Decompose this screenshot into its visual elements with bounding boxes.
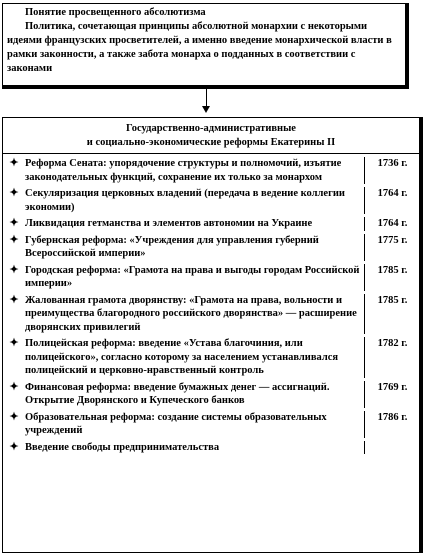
star-bullet-icon: ✦	[9, 293, 19, 306]
star-bullet-icon: ✦	[9, 337, 19, 349]
reform-year: 1769 г.	[364, 381, 420, 408]
reform-row	[3, 214, 419, 231]
reform-year: 1782 г.	[364, 337, 420, 378]
reform-year	[364, 441, 420, 455]
star-bullet-icon: ✦	[9, 380, 19, 393]
star-bullet-icon: ✦	[9, 217, 19, 229]
reforms-box	[2, 117, 423, 553]
reform-year: 1785 г.	[364, 264, 420, 291]
reform-year: 1785 г.	[364, 294, 420, 335]
reform-row	[3, 438, 419, 455]
reforms-list	[3, 154, 419, 454]
reform-row	[3, 334, 419, 378]
reform-row	[3, 408, 419, 438]
star-bullet-icon: ✦	[9, 440, 19, 453]
star-bullet-icon: ✦	[9, 410, 19, 423]
arrow-down-icon	[202, 106, 210, 113]
star-bullet-icon: ✦	[9, 233, 19, 246]
concept-box	[2, 3, 409, 89]
reform-text: Образовательная реформа: создание системы образовательных учреждений	[25, 411, 327, 436]
reforms-header	[3, 118, 419, 154]
reform-text: Введение свободы предпринимательства	[25, 441, 220, 453]
star-bullet-icon: ✦	[9, 157, 19, 169]
reform-text: Полицейская реформа: введение «Устава благочиния, или полицейского», согласно которому за населением устанавливался полицейский и церковно-нравственный контроль	[25, 338, 339, 376]
reform-row	[3, 378, 419, 408]
header-line-1: Государственно-административные	[126, 123, 296, 134]
reform-row	[3, 231, 419, 261]
reform-row	[3, 291, 419, 335]
reform-year: 1786 г.	[364, 411, 420, 438]
reform-year: 1775 г.	[364, 234, 420, 261]
concept-text: Политика, сочетающая принципы абсолютной монархии с некоторыми идеями французских просветителей, а именно введение монархической власти в рамки законности, а также забота монарха о подданных в соответствии с законами	[7, 21, 392, 74]
reform-row	[3, 184, 419, 214]
star-bullet-icon: ✦	[9, 187, 19, 199]
reform-year: 1764 г.	[364, 187, 420, 214]
reform-text: Жалованная грамота дворянству: «Грамота на права, вольности и преимущества благородного российского дворянства» — расширение дворянских привилегий	[25, 294, 357, 333]
reform-row	[3, 154, 419, 184]
reform-text: Реформа Сената: упорядочение структуры и полномочий, изъятие законодательных функций, сохранение их только за монархом	[25, 158, 342, 183]
star-bullet-icon: ✦	[9, 263, 19, 276]
reform-year: 1736 г.	[364, 157, 420, 184]
reform-row	[3, 261, 419, 291]
reform-text: Губернская реформа: «Учреждения для управления губерний Всероссийской империи»	[25, 234, 319, 259]
reform-year: 1764 г.	[364, 217, 420, 231]
reform-text: Ликвидация гетманства и элементов автономии на Украине	[25, 218, 313, 229]
reform-text: Секуляризация церковных владений (передача в ведение коллегии экономии)	[25, 188, 345, 213]
reform-text: Финансовая реформа: введение бумажных денег — ассигнаций. Открытие Дворянского и Купеческого банков	[25, 381, 330, 406]
reform-text: Городская реформа: «Грамота на права и выгоды городам Российской империи»	[25, 264, 360, 289]
header-line-2: и социально-экономические реформы Екатерины II	[86, 137, 336, 148]
concept-title: Понятие просвещенного абсолютизма	[25, 7, 206, 18]
